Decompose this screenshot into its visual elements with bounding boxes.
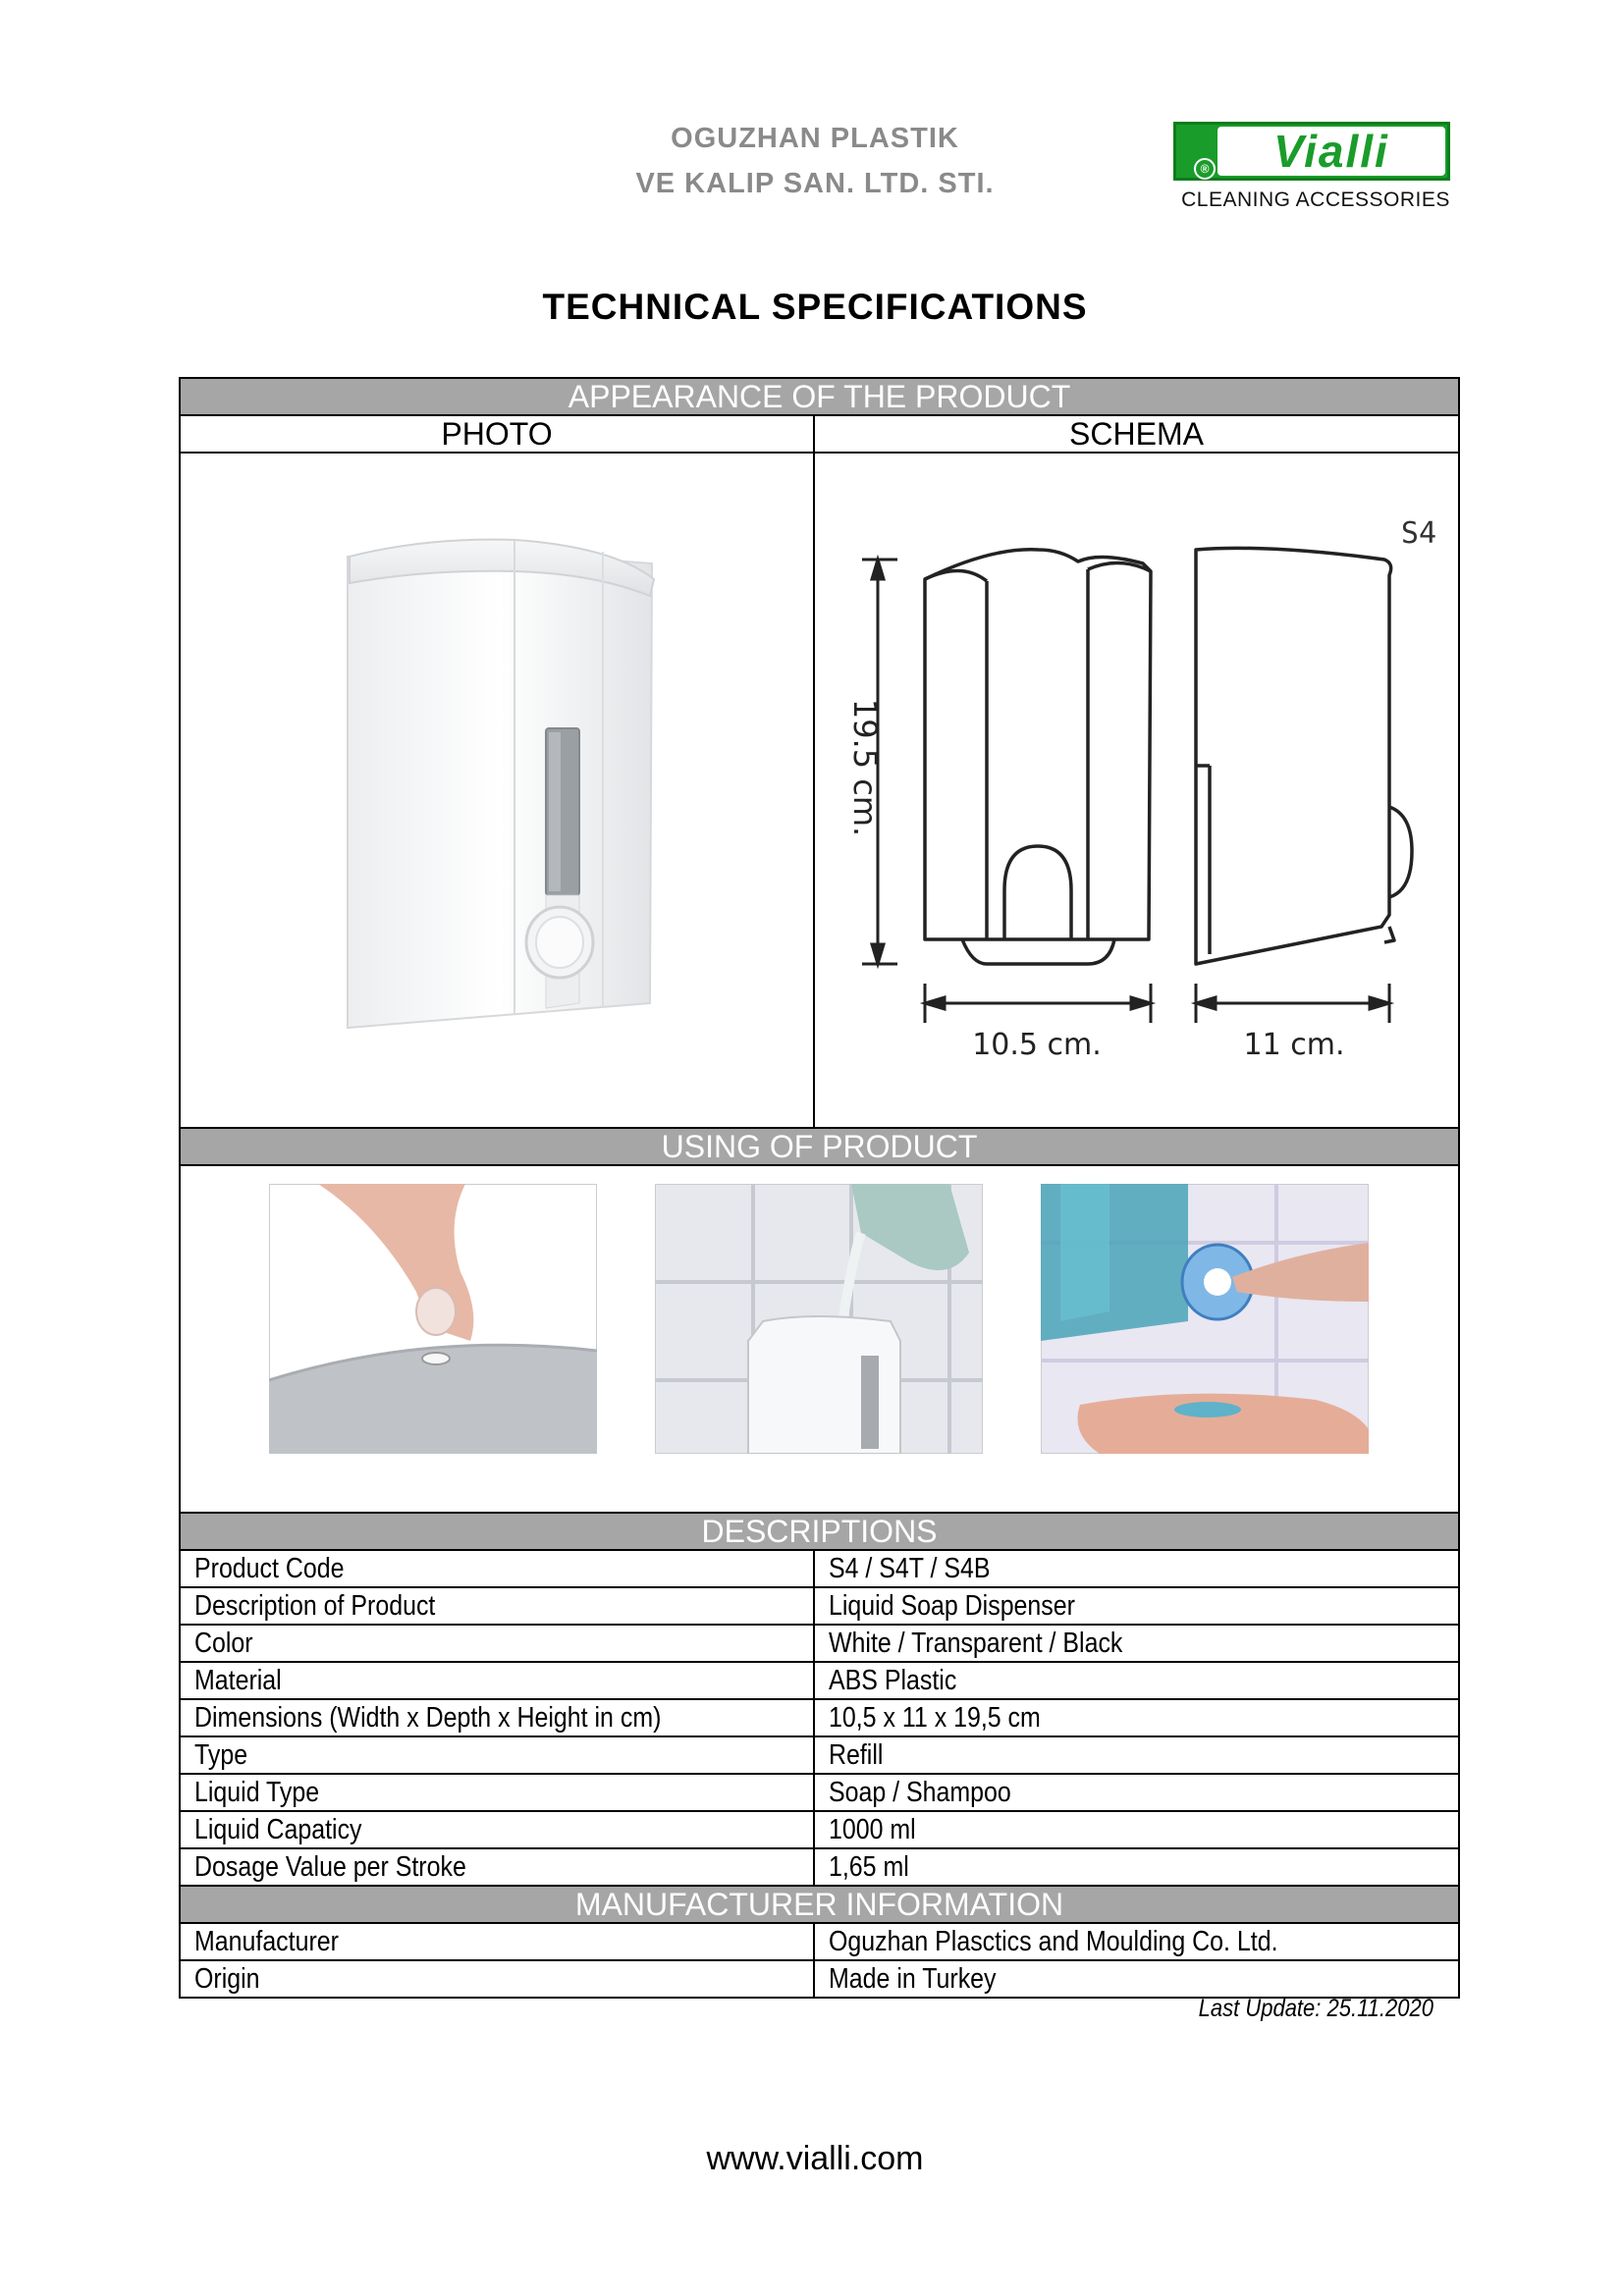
spec-row-product-code [180,1550,1459,1587]
spec-row-dosage [180,1848,1459,1886]
spec-row-liquid-capacity [180,1811,1459,1848]
company-name-line2: VE KALIP SAN. LTD. STI. [635,168,995,199]
schema-width-label: 10.5 cm. [972,1028,1102,1062]
schema-column-label: SCHEMA [814,415,1459,453]
product-photo-cell [180,453,814,1128]
spec-row-liquid-type [180,1774,1459,1811]
spec-label: Origin [194,1963,260,1995]
last-update-text: Last Update: 25.11.2020 [1198,1995,1434,2022]
registered-mark: ® [1194,158,1216,180]
spec-value: Liquid Soap Dispenser [829,1590,1075,1622]
spec-label: Dimensions (Width x Depth x Height in cm) [194,1702,662,1734]
descriptions-heading: DESCRIPTIONS [180,1513,1459,1550]
spec-value: White / Transparent / Black [829,1628,1123,1659]
schema-height-label: 19.5 cm. [846,698,884,837]
schema-drawing [815,454,1458,1127]
last-update [1159,1995,1434,2023]
manufacturer-heading: MANUFACTURER INFORMATION [180,1886,1459,1923]
spec-value: ABS Plastic [829,1665,957,1696]
usage-photo-dispense [1041,1184,1369,1454]
spec-value: 1,65 ml [829,1851,909,1883]
spec-table [179,377,1460,1999]
page-title: TECHNICAL SPECIFICATIONS [542,287,1088,327]
spec-label: Color [194,1628,253,1659]
spec-label: Liquid Type [194,1777,320,1808]
spec-row-dimensions [180,1699,1459,1736]
spec-value: Refill [829,1739,884,1771]
using-heading: USING OF PRODUCT [180,1128,1459,1165]
photo-column-label: PHOTO [180,415,814,453]
usage-photo-refill-lid [269,1184,597,1454]
spec-value: Oguzhan Plasctics and Moulding Co. Ltd. [829,1926,1278,1957]
spec-label: Description of Product [194,1590,436,1622]
vialli-logo [1173,122,1458,212]
spec-value: Made in Turkey [829,1963,997,1995]
spec-row-description [180,1587,1459,1625]
company-name-line1: OGUZHAN PLASTIK [671,123,959,154]
spec-label: Product Code [194,1553,345,1584]
schema-drawing-cell [814,453,1459,1128]
website-link[interactable]: www.vialli.com [706,2140,924,2177]
schema-depth-label: 11 cm. [1243,1028,1345,1062]
spec-row-material [180,1662,1459,1699]
appearance-heading: APPEARANCE OF THE PRODUCT [180,378,1459,415]
spec-label: Manufacturer [194,1926,339,1957]
spec-value: 10,5 x 11 x 19,5 cm [829,1702,1041,1734]
spec-value: S4 / S4T / S4B [829,1553,991,1584]
spec-value: Soap / Shampoo [829,1777,1011,1808]
logo-tagline: CLEANING ACCESSORIES [1181,188,1450,211]
usage-photo-pour-soap [655,1184,983,1454]
schema-model-label: S4 [1400,516,1437,551]
spec-label: Material [194,1665,282,1696]
logo-badge [1173,122,1450,181]
spec-label: Dosage Value per Stroke [194,1851,466,1883]
logo-wordmark: Vialli [1217,127,1445,176]
spec-label: Type [194,1739,248,1771]
spec-value: 1000 ml [829,1814,916,1845]
product-photo [181,454,813,1127]
spec-row-origin [180,1960,1459,1998]
usage-photos-cell [180,1165,1459,1513]
spec-row-manufacturer [180,1923,1459,1960]
spec-row-type [180,1736,1459,1774]
company-name [550,116,1080,206]
spec-row-color [180,1625,1459,1662]
spec-label: Liquid Capaticy [194,1814,362,1845]
